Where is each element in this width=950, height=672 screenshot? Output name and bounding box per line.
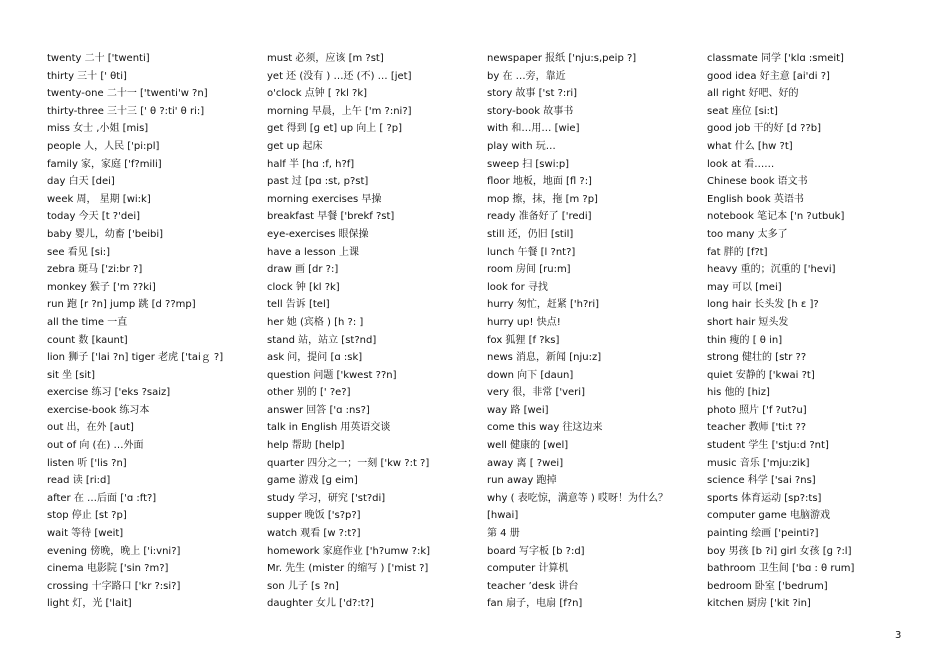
vocab-entry: board 写字板 [b ?:d] (487, 545, 585, 557)
vocab-entry: answer 回答 ['ɑ :ns?] (267, 404, 370, 416)
vocab-entry: quiet 安静的 ['kwai ?t] (707, 369, 815, 381)
vocab-entry: day 白天 [dei] (47, 176, 115, 188)
vocab-entry: bedroom 卧室 ['bedrum] (707, 580, 828, 592)
vocab-entry: with 和…用… [wie] (487, 123, 580, 135)
vocab-entry: see 看见 [si:] (47, 246, 111, 258)
vocab-entry: twenty 二十 ['twenti] (47, 53, 150, 64)
vocab-entry: week 周， 星期 [wi:k] (47, 193, 151, 205)
vocab-entry: read 读 [ri:d] (47, 475, 111, 487)
vocab-entry: zebra 斑马 ['zi:br ?] (47, 264, 143, 276)
vocab-entry: morning 早晨，上午 ['m ?:ni?] (267, 105, 412, 117)
vocab-entry: 第 4 册 (487, 528, 520, 540)
vocab-entry: what 什么 [hw ?t] (707, 140, 793, 152)
vocab-entry: exercise-book 练习本 (47, 404, 150, 416)
vocab-entry: quarter 四分之一；一刻 ['kw ?:t ?] (267, 457, 430, 469)
vocab-entry: game 游戏 [ɡ eim] (267, 475, 358, 487)
vocab-entry: story-book 故事书 (487, 105, 574, 117)
vocab-entry: family 家，家庭 ['f?mili] (47, 158, 162, 170)
vocab-entry: long hair 长头发 [h ε ]? (707, 299, 819, 311)
vocab-entry: strong 健壮的 [str ?? (707, 352, 807, 364)
vocab-entry: newspaper 报纸 ['nju:s,peip ?] (487, 53, 637, 64)
vocab-entry: thin 瘦的 [ θ in] (707, 334, 783, 346)
vocab-entry: why ( 表吃惊，满意等 ) 哎呀！为什么？ (487, 492, 668, 504)
vocab-entry: bathroom 卫生间 ['bɑ : θ rum] (707, 563, 855, 575)
vocab-entry: story 故事 ['st ?:ri] (487, 88, 578, 100)
vocab-entry: son 儿子 [s ?n] (267, 580, 339, 592)
vocab-entry: stand 站，站立 [st?nd] (267, 334, 377, 346)
vocab-entry: cinema 电影院 ['sin ?m?] (47, 563, 169, 575)
vocab-entry: people 人，人民 ['pi:pl] (47, 140, 160, 152)
vocab-entry: student 学生 ['stju:d ?nt] (707, 440, 829, 452)
vocab-entry: hurry 匆忙，赶紧 ['h?ri] (487, 299, 600, 311)
vocab-entry: sweep 扫 [swi:p] (487, 158, 570, 170)
vocab-entry: miss 女士 ,小姐 [mis] (47, 123, 149, 135)
vocab-entry: well 健康的 [wel] (487, 440, 569, 452)
vocab-entry: get up 起床 (267, 140, 323, 152)
vocab-entry: talk in English 用英语交谈 (267, 422, 391, 434)
vocab-entry: run 跑 [r ?n] jump 跳 [d ??mp] (47, 299, 196, 311)
vocab-entry: boy 男孩 [b ?i] girl 女孩 [ɡ ?:l] (707, 545, 852, 557)
vocab-entry: watch 观看 [w ?:t?] (267, 528, 361, 540)
vocab-entry: her 她 (宾格 ) [h ?: ] (267, 316, 364, 328)
vocab-entry: count 数 [kaunt] (47, 334, 128, 346)
vocab-entry: news 消息，新闻 [nju:z] (487, 352, 602, 364)
vocab-entry: o'clock 点钟 [ ?kl ?k] (267, 88, 368, 100)
vocab-entry: may 可以 [mei] (707, 281, 782, 293)
vocab-entry: question 问题 ['kwest ??n] (267, 369, 397, 381)
vocab-entry: must 必须，应该 [m ?st] (267, 53, 384, 64)
vocab-entry: lunch 午餐 [l ?nt?] (487, 246, 576, 258)
vocab-entry: his 他的 [hiz] (707, 387, 770, 399)
vocab-entry: play with 玩… (487, 140, 556, 152)
vocab-entry: seat 座位 [si:t] (707, 105, 778, 117)
vocab-entry: teacher ’desk 讲台 (487, 580, 579, 592)
vocabulary-column-3 (487, 50, 702, 613)
vocab-entry: Mr. 先生 (mister 的缩写 ) ['mist ?] (267, 563, 429, 575)
vocab-entry: lion 狮子 ['lai ?n] tiger 老虎 ['taiｇ ?] (47, 352, 224, 364)
vocab-entry: short hair 短头发 (707, 316, 789, 328)
vocab-entry: look at 看…… (707, 158, 775, 170)
vocab-entry: kitchen 厨房 ['kit ?in] (707, 598, 811, 610)
vocab-entry: science 科学 ['sai ?ns] (707, 475, 816, 487)
vocab-entry: have a lesson 上课 (267, 246, 360, 258)
vocabulary-column-2 (267, 50, 482, 613)
vocab-entry: eye-exercises 眼保操 (267, 228, 369, 240)
vocabulary-column-4 (707, 50, 922, 613)
vocab-entry: very 很，非常 ['veri] (487, 387, 585, 399)
vocab-entry: hurry up! 快点! (487, 316, 561, 328)
vocab-entry: fan 扇子，电扇 [f?n] (487, 598, 583, 610)
vocab-entry: away 离 [ ?wei] (487, 457, 564, 469)
vocab-entry: run away 跑掉 (487, 475, 557, 487)
vocab-entry: good job 干的好 [d ??b] (707, 123, 822, 135)
vocab-entry: clock 钟 [kl ?k] (267, 281, 340, 293)
vocab-entry: help 帮助 [help] (267, 440, 345, 452)
vocab-entry: out of 向 (在) …外面 (47, 440, 144, 452)
vocab-entry: too many 太多了 (707, 228, 788, 240)
vocab-entry: down 向下 [daun] (487, 369, 574, 381)
vocab-entry: crossing 十字路口 ['kr ?:si?] (47, 580, 181, 592)
vocab-entry: way 路 [wei] (487, 404, 549, 416)
vocab-entry: room 房间 [ru:m] (487, 264, 571, 276)
vocab-entry: exercise 练习 ['eks ?saiz] (47, 387, 171, 399)
vocab-entry: morning exercises 早操 (267, 193, 382, 205)
vocab-entry: mop 擦，抹，拖 [m ?p] (487, 193, 598, 205)
vocab-entry: by 在 …旁，靠近 (487, 70, 566, 82)
vocab-entry: computer 计算机 (487, 563, 569, 575)
vocab-entry: breakfast 早餐 ['brekf ?st] (267, 211, 395, 223)
vocab-entry: teacher 教师 ['ti:t ?? (707, 422, 807, 434)
vocab-entry: floor 地板，地面 [fl ?:] (487, 176, 592, 188)
vocab-entry: draw 画 [dr ?:] (267, 264, 339, 276)
vocab-entry: fat 胖的 [f?t] (707, 246, 768, 258)
vocab-entry: [hwai] (487, 510, 519, 522)
vocab-entry: light 灯，光 ['lait] (47, 598, 132, 610)
vocab-entry: tell 告诉 [tel] (267, 299, 330, 311)
vocab-entry: today 今天 [t ?'dei] (47, 211, 141, 223)
vocab-entry: heavy 重的；沉重的 ['hevi] (707, 264, 836, 276)
vocab-entry: painting 绘画 ['peinti?] (707, 528, 819, 540)
vocab-entry: English book 英语书 (707, 193, 804, 205)
vocab-entry: sports 体育运动 [sp?:ts] (707, 492, 822, 504)
vocab-entry: supper 晚饭 ['s?p?] (267, 510, 361, 522)
vocab-entry: yet 还 (没有 ) …还 (不) … [jet] (267, 70, 412, 82)
vocabulary-column-1 (47, 50, 262, 613)
vocab-entry: sit 坐 [sit] (47, 369, 95, 381)
vocab-entry: look for 寻找 (487, 281, 548, 293)
vocab-entry: after 在 …后面 ['ɑ :ft?] (47, 492, 157, 504)
vocab-entry: daughter 女儿 ['d?:t?] (267, 598, 374, 610)
page-number: 3 (895, 630, 902, 641)
vocab-entry: all right 好吧、好的 (707, 88, 799, 100)
vocab-entry: notebook 笔记本 ['n ?utbuk] (707, 211, 845, 223)
vocab-entry: computer game 电脑游戏 (707, 510, 830, 522)
vocab-entry: good idea 好主意 [ai'di ?] (707, 70, 830, 82)
vocab-entry: evening 傍晚，晚上 ['i:vni?] (47, 545, 181, 557)
vocab-entry: photo 照片 ['f ?ut?u] (707, 404, 807, 416)
vocab-entry: past 过 [pɑ :st, p?st] (267, 176, 369, 188)
vocab-entry: thirty 三十 [' θti] (47, 70, 127, 82)
vocab-entry: homework 家庭作业 ['h?umw ?:k] (267, 545, 431, 557)
vocab-entry: thirty-three 三十三 [' θ ?:ti' θ ri:] (47, 105, 205, 117)
vocab-entry: twenty-one 二十一 ['twenti'w ?n] (47, 88, 208, 100)
vocab-entry: ask 问，提问 [ɑ :sk] (267, 352, 363, 364)
vocab-entry: still 还，仍旧 [stil] (487, 228, 574, 240)
vocab-entry: baby 婴儿，幼畜 ['beibi] (47, 228, 164, 240)
vocab-entry: out 出，在外 [aut] (47, 422, 134, 434)
vocab-entry: half 半 [hɑ :f, h?f] (267, 158, 355, 170)
vocab-entry: monkey 猴子 ['m ??ki] (47, 281, 156, 293)
vocab-entry: fox 狐狸 [f ?ks] (487, 334, 560, 346)
vocab-entry: music 音乐 ['mju:zik] (707, 457, 810, 469)
vocab-entry: stop 停止 [st ?p] (47, 510, 127, 522)
vocab-entry: all the time 一直 (47, 316, 128, 328)
vocab-entry: come this way 往这边来 (487, 422, 603, 434)
vocab-entry: classmate 同学 ['klɑ :smeit] (707, 53, 844, 64)
vocab-entry: ready 准备好了 ['redi] (487, 211, 592, 223)
vocab-entry: other 别的 [' ?e?] (267, 387, 351, 399)
vocab-entry: get 得到 [ɡ et] up 向上 [ ?p] (267, 123, 403, 135)
vocab-entry: listen 听 ['lis ?n] (47, 457, 127, 469)
vocab-entry: study 学习，研究 ['st?di] (267, 492, 386, 504)
vocab-entry: Chinese book 语文书 (707, 176, 808, 188)
vocab-entry: wait 等待 [weit] (47, 528, 124, 540)
